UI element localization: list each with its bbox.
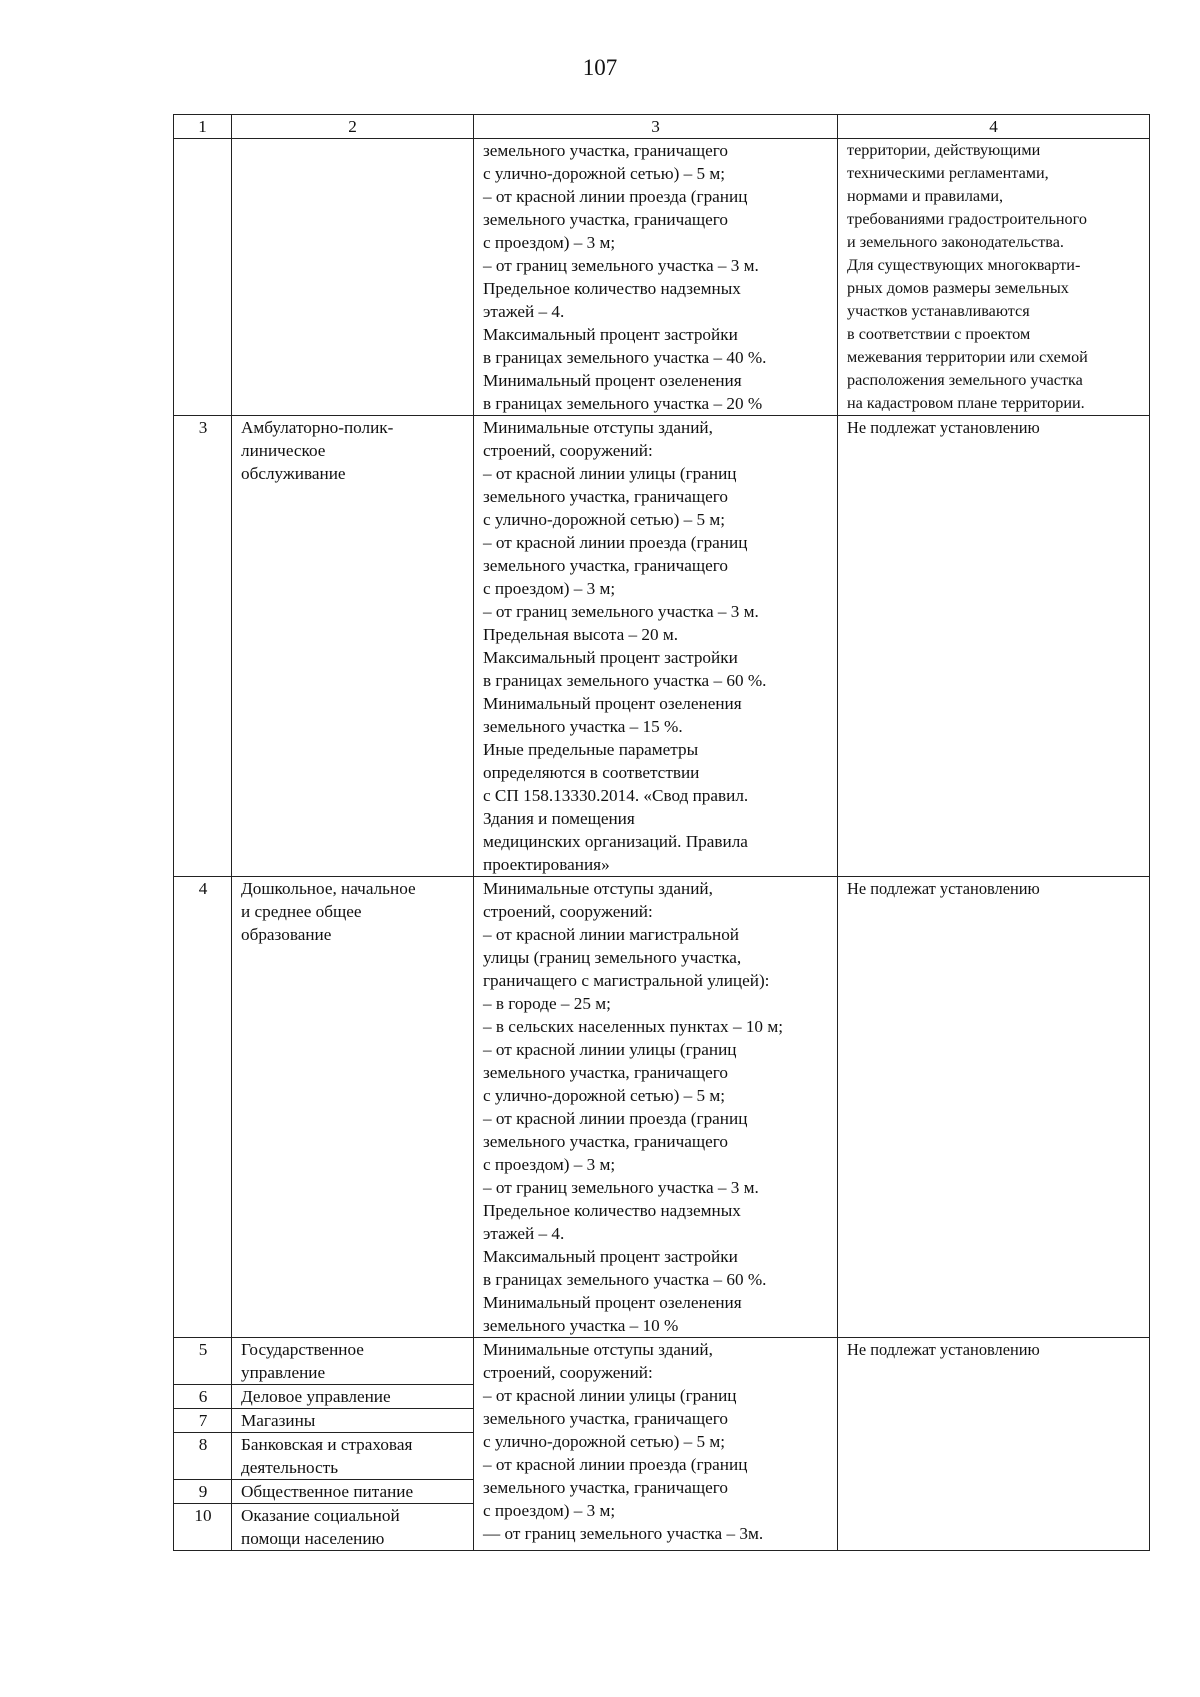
parameter-line: Минимальные отступы зданий, bbox=[483, 879, 713, 898]
parameter-line: земельного участка, граничащего bbox=[483, 1478, 728, 1497]
parameter-line: улицы (границ земельного участка, bbox=[483, 948, 742, 967]
parameter-line: определяются в соответствии bbox=[483, 763, 700, 782]
parameter-line: земельного участка, граничащего bbox=[483, 1409, 728, 1428]
land-use-type bbox=[232, 877, 474, 1338]
parameter-line: этажей – 4. bbox=[483, 1224, 565, 1243]
notes-line: на кадастровом плане территории. bbox=[847, 394, 1085, 412]
notes-line: и земельного законодательства. bbox=[847, 233, 1064, 251]
parameter-line: в границах земельного участка – 60 %. bbox=[483, 671, 767, 690]
parameters-cell bbox=[474, 416, 838, 877]
parameter-line: земельного участка, граничащего bbox=[483, 1063, 728, 1082]
land-use-type bbox=[232, 1504, 474, 1551]
parameter-line: Минимальный процент озеленения bbox=[483, 1293, 742, 1312]
parameter-line: – в сельских населенных пунктах – 10 м; bbox=[483, 1017, 783, 1036]
land-use-type bbox=[232, 139, 474, 416]
land-use-type-line: Общественное питание bbox=[241, 1482, 414, 1501]
parameter-line: Минимальные отступы зданий, bbox=[483, 1340, 713, 1359]
land-use-type-line: Магазины bbox=[241, 1411, 316, 1430]
notes-line: межевания территории или схемой bbox=[847, 348, 1088, 366]
land-use-type-line: помощи населению bbox=[241, 1529, 385, 1548]
notes-cell bbox=[838, 416, 1150, 877]
row-number: 8 bbox=[174, 1433, 232, 1480]
notes-cell bbox=[838, 1338, 1150, 1551]
parameter-line: с улично-дорожной сетью) – 5 м; bbox=[483, 510, 726, 529]
parameters-cell bbox=[474, 139, 838, 416]
parameter-line: граничащего с магистральной улицей): bbox=[483, 971, 770, 990]
parameter-line: Предельное количество надземных bbox=[483, 279, 741, 298]
parameter-line: Максимальный процент застройки bbox=[483, 325, 738, 344]
parameter-line: – от границ земельного участка – 3 м. bbox=[483, 602, 759, 621]
parameter-line: в границах земельного участка – 60 %. bbox=[483, 1270, 767, 1289]
row-number: 7 bbox=[174, 1409, 232, 1433]
parameter-line: проектирования» bbox=[483, 855, 610, 874]
land-use-type-line: Оказание социальной bbox=[241, 1506, 400, 1525]
page-number: 107 bbox=[582, 55, 618, 80]
parameter-line: этажей – 4. bbox=[483, 302, 565, 321]
row-number: 9 bbox=[174, 1480, 232, 1504]
land-use-type-line: Банковская и страховая bbox=[241, 1435, 413, 1454]
table-row bbox=[174, 1338, 1150, 1385]
parameter-line: Максимальный процент застройки bbox=[483, 1247, 738, 1266]
column-number: 3 bbox=[474, 115, 838, 139]
column-number: 2 bbox=[232, 115, 474, 139]
parameter-line: – от красной линии проезда (границ bbox=[483, 187, 748, 206]
parameter-line: земельного участка, граничащего bbox=[483, 1132, 728, 1151]
land-use-type-line: Дошкольное, начальное bbox=[241, 879, 416, 898]
land-use-type-line: обслуживание bbox=[241, 464, 346, 483]
parameter-line: строений, сооружений: bbox=[483, 902, 653, 921]
column-number: 1 bbox=[174, 115, 232, 139]
parameter-line: земельного участка, граничащего bbox=[483, 210, 728, 229]
notes-cell bbox=[838, 139, 1150, 416]
parameter-line: Иные предельные параметры bbox=[483, 740, 699, 759]
parameter-line: земельного участка – 15 %. bbox=[483, 717, 683, 736]
parameter-line: медицинских организаций. Правила bbox=[483, 832, 748, 851]
parameter-line: – от красной линии проезда (границ bbox=[483, 1455, 748, 1474]
parameter-line: Минимальные отступы зданий, bbox=[483, 418, 713, 437]
parameter-line: в границах земельного участка – 20 % bbox=[483, 394, 763, 413]
notes-line: Не подлежат установлению bbox=[847, 418, 1040, 437]
row-number: 3 bbox=[174, 416, 232, 877]
parameter-line: Предельное количество надземных bbox=[483, 1201, 741, 1220]
parameter-line: в границах земельного участка – 40 %. bbox=[483, 348, 767, 367]
parameter-line: — от границ земельного участка – 3м. bbox=[483, 1524, 764, 1543]
land-use-type-line: деятельность bbox=[241, 1458, 339, 1477]
notes-line: участков устанавливаются bbox=[847, 302, 1030, 320]
table-row bbox=[174, 877, 1150, 1338]
row-number: 5 bbox=[174, 1338, 232, 1385]
parameter-line: – от границ земельного участка – 3 м. bbox=[483, 256, 759, 275]
zoning-parameters-table bbox=[173, 114, 1150, 1551]
land-use-type bbox=[232, 416, 474, 877]
land-use-type bbox=[232, 1385, 474, 1409]
notes-line: в соответствии с проектом bbox=[847, 325, 1031, 343]
row-number bbox=[174, 139, 232, 416]
land-use-type-line: управление bbox=[241, 1363, 326, 1382]
parameters-cell bbox=[474, 1338, 838, 1551]
land-use-type-line: Деловое управление bbox=[241, 1387, 391, 1406]
parameter-line: Предельная высота – 20 м. bbox=[483, 625, 679, 644]
parameter-line: Максимальный процент застройки bbox=[483, 648, 738, 667]
column-number: 4 bbox=[838, 115, 1150, 139]
parameter-line: земельного участка, граничащего bbox=[483, 487, 728, 506]
parameter-line: – от красной линии улицы (границ bbox=[483, 1386, 737, 1405]
table-row bbox=[174, 416, 1150, 877]
land-use-type bbox=[232, 1480, 474, 1504]
parameter-line: – от границ земельного участка – 3 м. bbox=[483, 1178, 759, 1197]
notes-line: требованиями градостроительного bbox=[847, 210, 1087, 228]
parameter-line: с улично-дорожной сетью) – 5 м; bbox=[483, 1086, 726, 1105]
parameter-line: с улично-дорожной сетью) – 5 м; bbox=[483, 1432, 726, 1451]
parameter-line: земельного участка – 10 % bbox=[483, 1316, 679, 1335]
row-number: 4 bbox=[174, 877, 232, 1338]
land-use-type-line: Амбулаторно-полик- bbox=[241, 418, 394, 437]
land-use-type-line: Государственное bbox=[241, 1340, 364, 1359]
parameter-line: земельного участка, граничащего bbox=[483, 141, 728, 160]
land-use-type bbox=[232, 1338, 474, 1385]
parameter-line: – от красной линии проезда (границ bbox=[483, 1109, 748, 1128]
land-use-type bbox=[232, 1409, 474, 1433]
row-number: 6 bbox=[174, 1385, 232, 1409]
notes-line: рных домов размеры земельных bbox=[847, 279, 1069, 297]
parameter-line: с СП 158.13330.2014. «Свод правил. bbox=[483, 786, 749, 805]
parameter-line: – от красной линии улицы (границ bbox=[483, 464, 737, 483]
parameter-line: земельного участка, граничащего bbox=[483, 556, 728, 575]
parameter-line: Здания и помещения bbox=[483, 809, 635, 828]
parameter-line: с проездом) – 3 м; bbox=[483, 233, 616, 252]
notes-line: расположения земельного участка bbox=[847, 371, 1083, 389]
land-use-type-line: линическое bbox=[241, 441, 326, 460]
land-use-type-line: образование bbox=[241, 925, 332, 944]
parameter-line: строений, сооружений: bbox=[483, 441, 653, 460]
notes-line: Не подлежат установлению bbox=[847, 879, 1040, 898]
notes-line: техническими регламентами, bbox=[847, 164, 1049, 182]
parameters-cell bbox=[474, 877, 838, 1338]
parameter-line: – в городе – 25 м; bbox=[483, 994, 611, 1013]
parameter-line: Минимальный процент озеленения bbox=[483, 694, 742, 713]
parameter-line: с улично-дорожной сетью) – 5 м; bbox=[483, 164, 726, 183]
parameter-line: – от красной линии улицы (границ bbox=[483, 1040, 737, 1059]
notes-line: территории, действующими bbox=[847, 141, 1041, 159]
land-use-type bbox=[232, 1433, 474, 1480]
parameter-line: Минимальный процент озеленения bbox=[483, 371, 742, 390]
notes-line: Не подлежат установлению bbox=[847, 1340, 1040, 1359]
notes-line: нормами и правилами, bbox=[847, 187, 1004, 205]
parameter-line: с проездом) – 3 м; bbox=[483, 1155, 616, 1174]
notes-cell bbox=[838, 877, 1150, 1338]
land-use-type-line: и среднее общее bbox=[241, 902, 362, 921]
parameter-line: – от красной линии магистральной bbox=[483, 925, 739, 944]
parameter-line: с проездом) – 3 м; bbox=[483, 1501, 616, 1520]
table-row bbox=[174, 139, 1150, 416]
column-number-row bbox=[174, 115, 1150, 139]
notes-line: Для существующих многокварти- bbox=[847, 256, 1081, 274]
parameter-line: – от красной линии проезда (границ bbox=[483, 533, 748, 552]
parameter-line: строений, сооружений: bbox=[483, 1363, 653, 1382]
row-number: 10 bbox=[174, 1504, 232, 1551]
parameter-line: с проездом) – 3 м; bbox=[483, 579, 616, 598]
